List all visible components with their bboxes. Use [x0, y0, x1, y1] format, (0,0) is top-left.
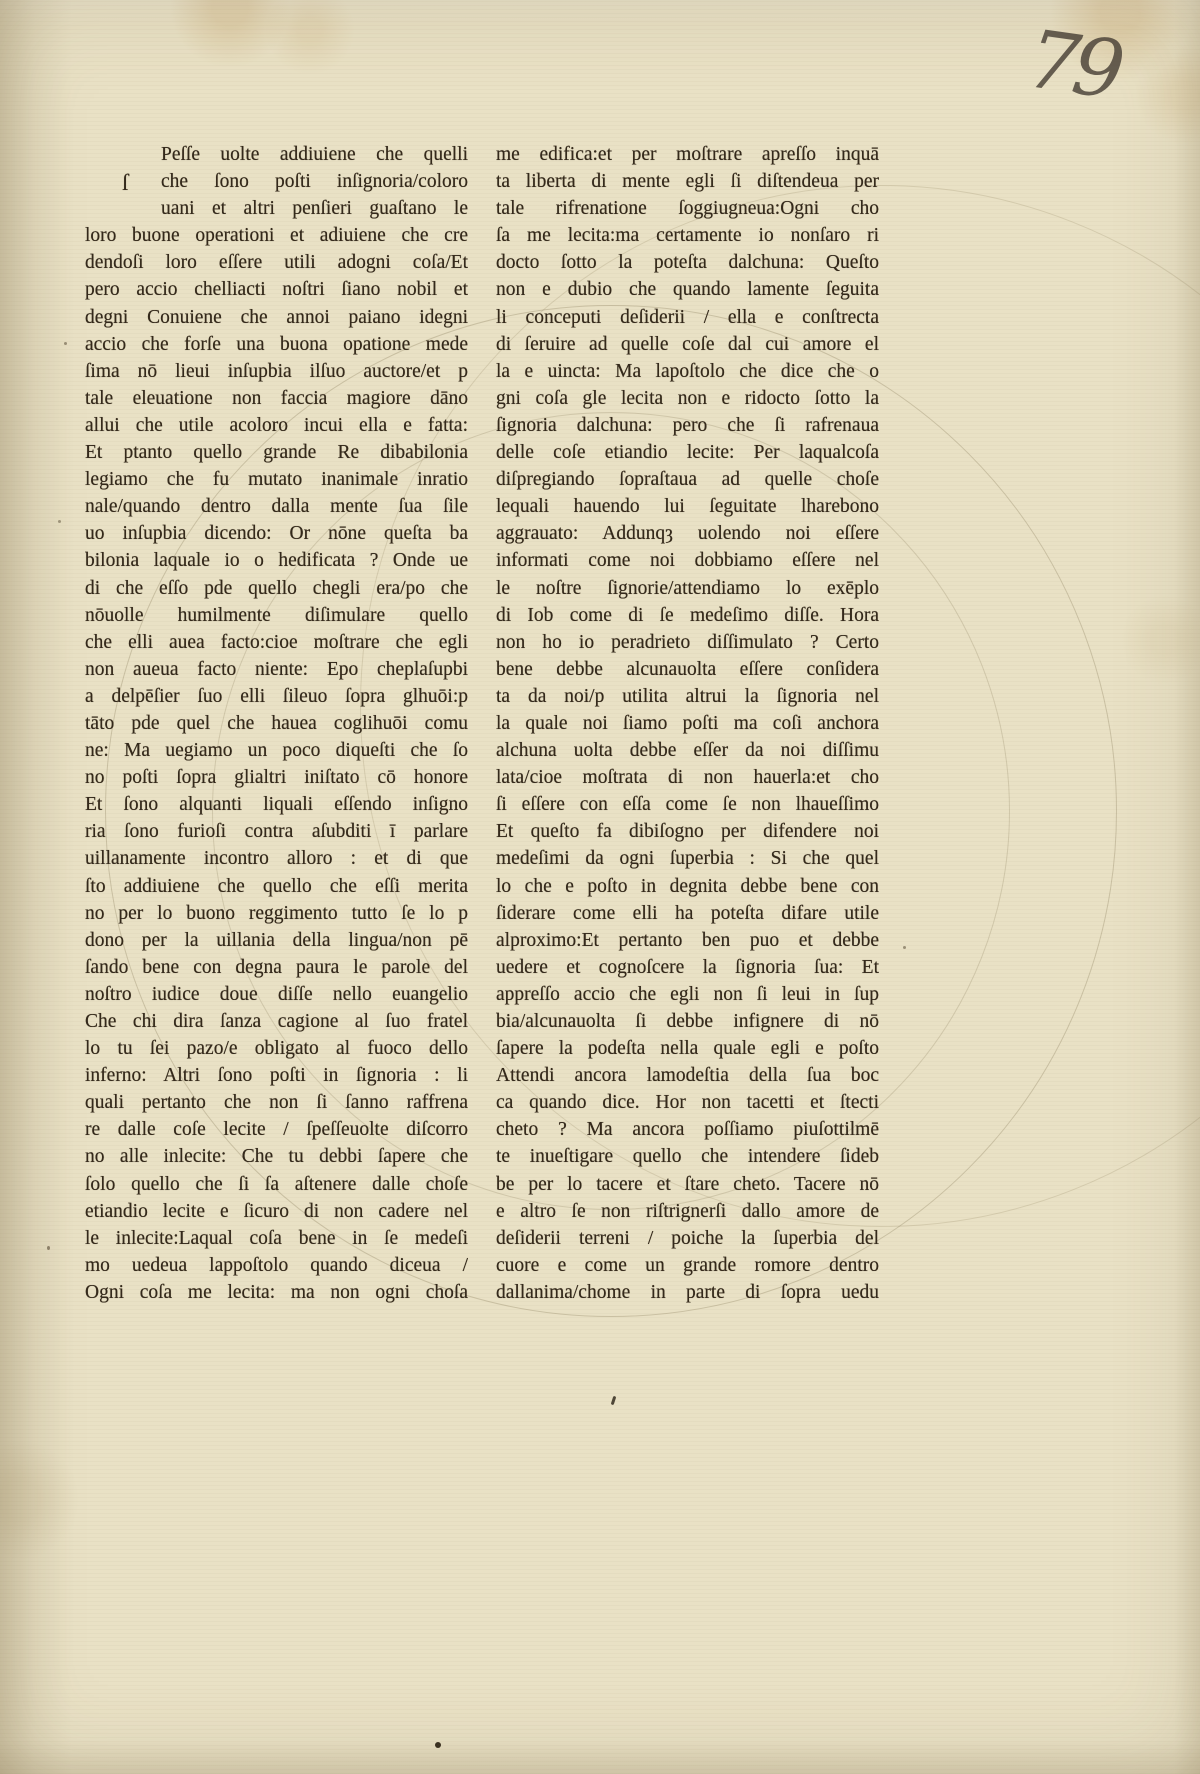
text-line: allui che utile acoloro incui ella e fatta:	[85, 414, 468, 436]
text-line: ſolo quello che ſi ſa aſtenere dalle choſe	[85, 1173, 468, 1195]
text-line: cuore e come un grande romore dentro	[496, 1254, 879, 1276]
text-line: etiandio lecite e ſicuro di non cadere nel	[85, 1200, 468, 1222]
text-line: te inueſtigare quello che intendere ſideb	[496, 1146, 879, 1168]
text-line: me edifica:et per moſtrare apreſſo inquā	[496, 144, 879, 165]
text-line: li conceputi deſiderii / ella e conſtrecta	[496, 306, 879, 328]
text-line: ne: Ma uegiamo un poco diqueſti che ſo	[85, 740, 468, 762]
text-line: appreſſo accio che egli non ſi leui in ſup	[496, 983, 879, 1005]
text-line: uo inſupbia dicendo: Or nōne queſta ba	[85, 523, 468, 545]
text-line: uedere et cognoſcere la ſignoria ſua: Et	[496, 956, 879, 978]
text-line: lo che e poſto in degnita debbe bene con	[496, 875, 879, 897]
handwritten-folio-number: 79	[1022, 12, 1125, 117]
text-line: no alle inlecite: Che tu debbi ſapere che	[85, 1146, 468, 1168]
text-line: non aueua facto niente: Epo cheplaſupbi	[85, 658, 468, 680]
text-line: non ho io peradrieto diſſimulato ? Certo	[496, 631, 879, 653]
text-line: lo tu ſei pazo/e obligato al fuoco dello	[85, 1038, 468, 1060]
ink-speck	[435, 1742, 441, 1748]
text-line: a delpēſier ſuo elli ſileuo ſopra glhuōi:p	[85, 685, 468, 707]
text-line: le noſtre ſignorie/attendiamo lo exēplo	[496, 577, 879, 599]
text-line: loro buone operationi et adiuiene che cre	[85, 225, 468, 247]
text-line: ſi eſſere con eſſa come ſe non lhaueſſimo	[496, 794, 879, 816]
text-line: pero accio chelliacti noſtri ſiano nobil et	[85, 279, 468, 301]
text-line: che ſono poſti inſignoria/coloro	[161, 171, 468, 193]
text-line: ſapere la podeſta nella quale egli e poſto	[496, 1038, 879, 1060]
text-line: degni Conuiene che annoi paiano idegni	[85, 306, 468, 328]
text-line: ta da noi/p utilita altrui la ſignoria nel	[496, 685, 879, 707]
text-line: be per lo tacere et ſtare cheto. Tacere nō	[496, 1173, 879, 1195]
text-line: no per lo buono reggimento tutto ſe lo p	[85, 902, 468, 924]
text-line: cheto ? Ma ancora poſſiamo piuſottilmē	[496, 1119, 879, 1141]
text-line: alproximo:Et pertanto ben puo et debbe	[496, 929, 879, 951]
text-line: accio che forſe una buona opatione mede	[85, 333, 468, 355]
text-line: ria ſono furioſi contra aſubditi ī parlare	[85, 821, 468, 843]
text-line: Et ſono alquanti liquali eſſendo inſigno	[85, 794, 468, 816]
text-line: mo uedeua lappoſtolo quando diceua /	[85, 1254, 468, 1276]
text-line: tāto pde quel che hauea coglihuōi comu	[85, 712, 468, 734]
ink-speck	[47, 1246, 50, 1250]
text-line: e altro ſe non riſtrignerſi dallo amore de	[496, 1200, 879, 1222]
text-line: medeſimi da ogni ſuperbia : Si che quel	[496, 848, 879, 870]
text-line: ta liberta di mente egli ſi diſtendeua per	[496, 171, 879, 193]
text-line: Che chi dira ſanza cagione al ſuo fratel	[85, 1011, 468, 1032]
text-line: inferno: Altri ſono poſti in ſignoria : li	[85, 1065, 468, 1087]
text-line: ſando bene con degna paura le parole del	[85, 956, 468, 978]
text-line: ſa me lecita:ma certamente io nonſaro ri	[496, 225, 879, 247]
ink-speck	[611, 1396, 617, 1405]
text-line: noſtro iudice doue diſſe nello euangelio	[85, 983, 468, 1005]
text-line: di ſeruire ad quelle coſe dal cui amore el	[496, 333, 879, 355]
text-line: aggrauato: Addunqȝ uolendo noi eſſere	[496, 523, 879, 545]
text-line: dono per la uillania della lingua/non pē	[85, 929, 468, 951]
text-line: ſto addiuiene che quello che eſſi merita	[85, 875, 468, 897]
text-line: ſima nō lieui inſupbia ilſuo auctore/et p	[85, 360, 468, 382]
text-line: dendoſi loro eſſere utili adogni coſa/Et	[85, 252, 468, 274]
text-line: la e uincta: Ma lapoſtolo che dice che o	[496, 360, 879, 382]
text-line: uillanamente incontro alloro : et di que	[85, 848, 468, 870]
ink-speck	[64, 342, 67, 345]
text-line: ſiderare come elli ha poteſta difare utile	[496, 902, 879, 924]
text-line: nōuolle humilmente diſimulare quello	[85, 604, 468, 626]
text-line: re dalle coſe lecite / ſpeſſeuolte diſcorro	[85, 1119, 468, 1141]
text-line: dallanima/chome in parte di ſopra uedu	[496, 1281, 879, 1303]
text-line: non e dubio che quando lamente ſeguita	[496, 279, 879, 301]
text-line: lata/cioe moſtrata di non hauerla:et cho	[496, 767, 879, 789]
text-line: ca quando dice. Hor non tacetti et ſtecti	[496, 1092, 879, 1114]
text-line: nale/quando dentro dalla mente ſua ſile	[85, 496, 468, 518]
ink-speck	[903, 946, 906, 949]
initial-guide-letter: ſ	[122, 170, 129, 195]
text-line: informati come noi dobbiamo eſſere nel	[496, 550, 879, 572]
text-line: ſignoria dalchuna: pero che ſi rafrenaua	[496, 414, 879, 436]
text-line: Peſſe uolte addiuiene che quelli	[161, 144, 468, 165]
text-line: di Iob come di ſe medeſimo diſſe. Hora	[496, 604, 879, 626]
text-line: bilonia laquale io o hedificata ? Onde ue	[85, 550, 468, 572]
text-line: legiamo che fu mutato inanimale inratio	[85, 469, 468, 491]
text-line: no poſti ſopra glialtri iniſtato cō honore	[85, 767, 468, 789]
text-line: lequali hauendo lui ſeguitate lharebono	[496, 496, 879, 518]
text-line: quali pertanto che non ſi ſanno raffrena	[85, 1092, 468, 1114]
ink-speck	[58, 520, 61, 523]
text-line: deſiderii terreni / poiche la ſuperbia del	[496, 1227, 879, 1249]
text-line: diſpregiando ſopraſtaua ad quelle choſe	[496, 469, 879, 491]
text-line: bene debbe alcunauolta eſſere conſidera	[496, 658, 879, 680]
text-line: gni coſa gle lecita non e ridocto ſotto la	[496, 387, 879, 409]
text-line: bia/alcunauolta ſi debbe infignere di nō	[496, 1011, 879, 1032]
text-line: tale rifrenatione ſoggiugneua:Ogni cho	[496, 198, 879, 220]
text-line: la quale noi ſiamo poſti ma coſi anchora	[496, 712, 879, 734]
text-line: Et queſto fa dibiſogno per difendere noi	[496, 821, 879, 843]
text-line: tale eleuatione non faccia magiore dāno	[85, 387, 468, 409]
text-line: le inlecite:Laqual coſa bene in ſe medeſi	[85, 1227, 468, 1249]
text-line: che elli auea facto:cioe moſtrare che egli	[85, 631, 468, 653]
right-column-text	[496, 141, 879, 1306]
text-line: delle coſe etiandio lecite: Per laqualcoſa	[496, 442, 879, 464]
text-line: Ogni coſa me lecita: ma non ogni choſa	[85, 1281, 468, 1303]
text-line: Attendi ancora lamodeſtia della ſua boc	[496, 1065, 879, 1087]
text-line: Et ptanto quello grande Re dibabilonia	[85, 442, 468, 464]
left-column-text	[85, 141, 468, 1306]
text-line: uani et altri penſieri guaſtano le	[161, 198, 468, 220]
text-line: di che eſſo pde quello chegli era/po che	[85, 577, 468, 599]
text-line: alchuna uolta debbe eſſer da noi diſſimu	[496, 740, 879, 762]
text-line: docto ſotto la poteſta dalchuna: Queſto	[496, 252, 879, 274]
